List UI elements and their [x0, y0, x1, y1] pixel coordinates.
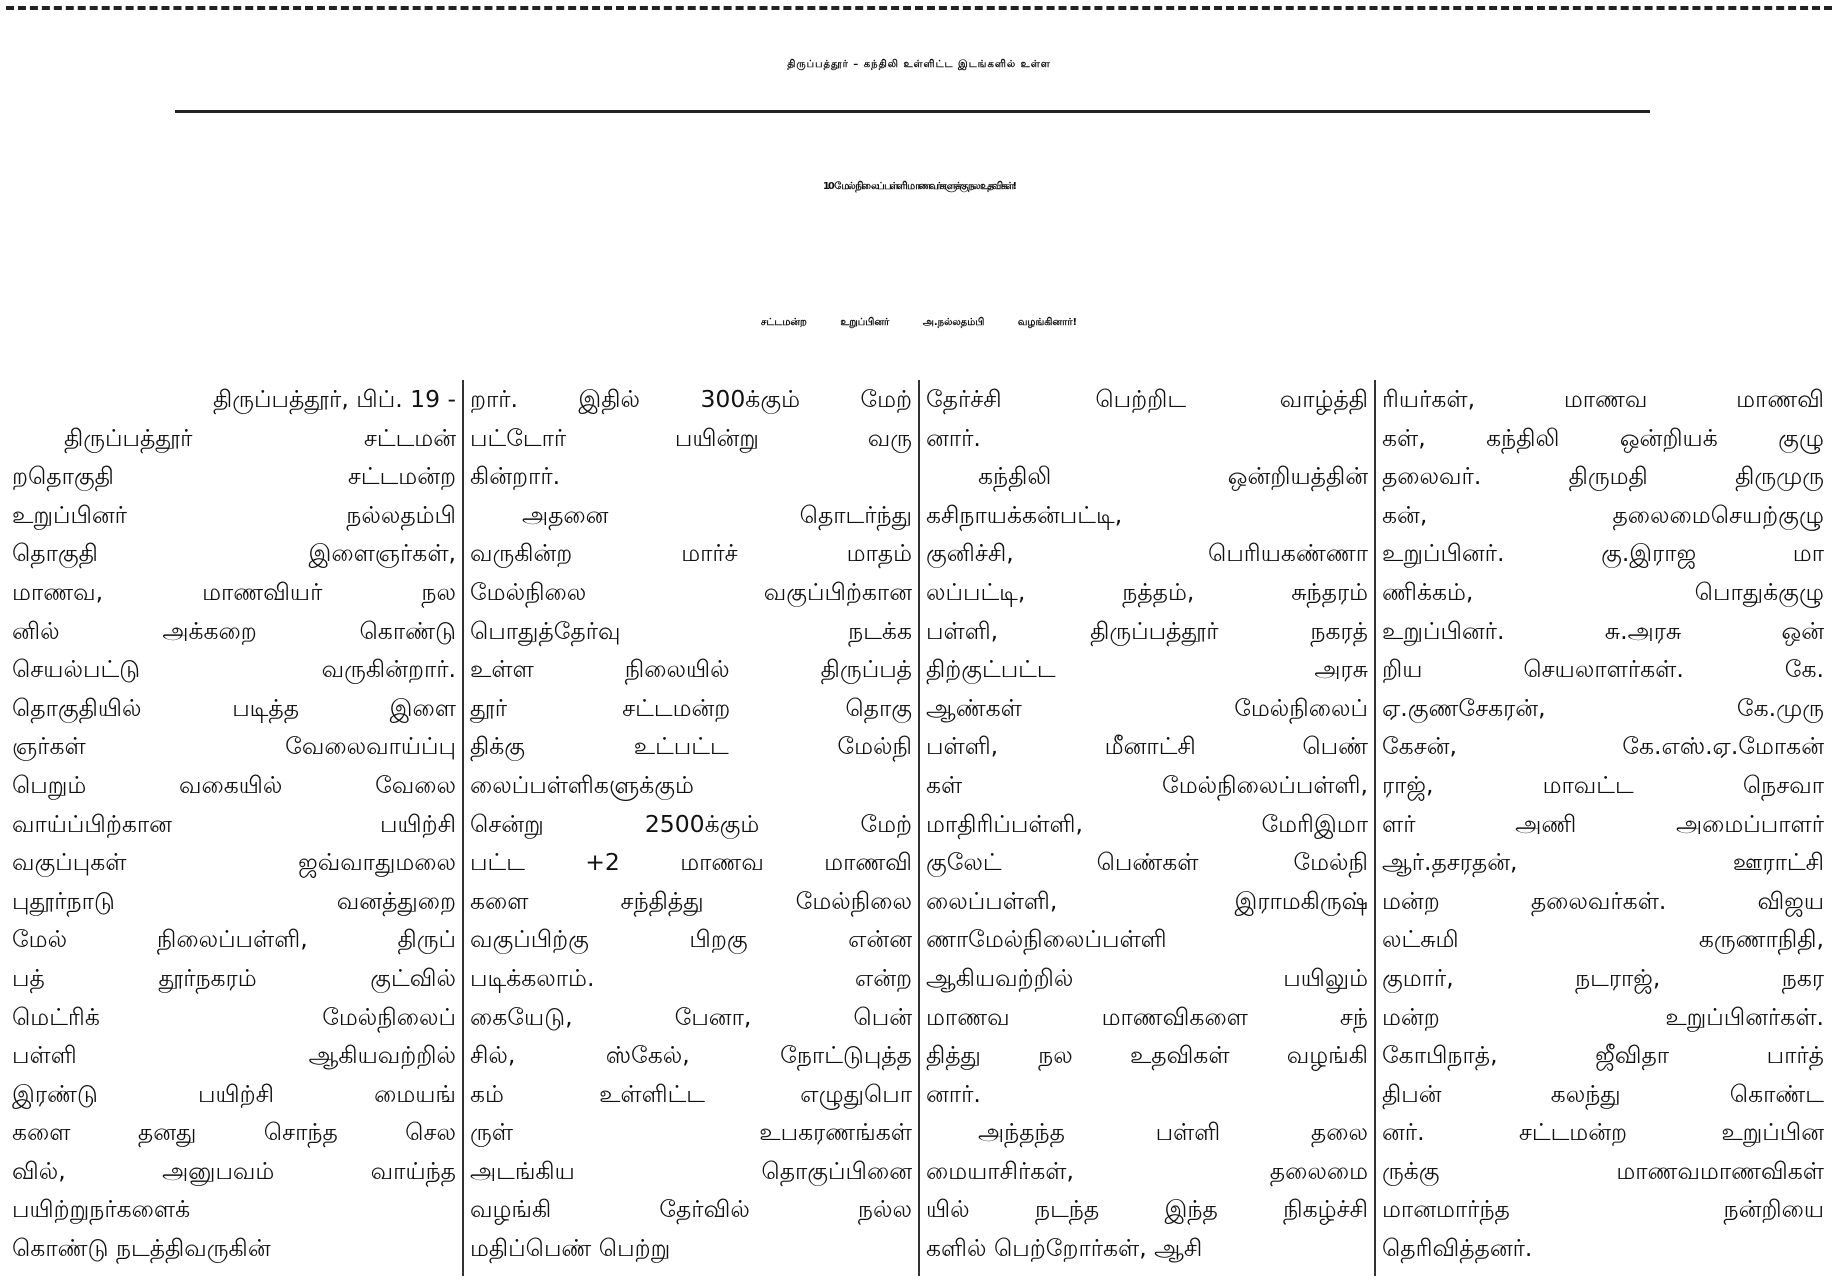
article-line: சில், ஸ்கேல், நோட்டுபுத்த [470, 1041, 912, 1070]
article-line: மாணவ, மாணவியர் நல [12, 577, 456, 606]
article-line: பொதுத்தேர்வு நடக்க [470, 616, 912, 645]
article-line: திபன் கலந்து கொண்ட [1382, 1079, 1824, 1108]
article-line: றார். இதில் 300க்கும் மேற் [470, 385, 912, 413]
article-line: லைப்பள்ளிகளுக்கும் [470, 770, 694, 799]
article-line: வாய்ப்பிற்கான பயிற்சி [12, 809, 456, 838]
article-line: றதொகுதி சட்டமன்ற [12, 462, 456, 491]
article-line: யில் நடந்த இந்த நிகழ்ச்சி [926, 1195, 1368, 1224]
article-line: லட்சுமி கருணாநிதி, [1382, 925, 1824, 954]
article-line: ருக்கு மாணவமாணவிகள் [1382, 1156, 1824, 1185]
article-line: அடங்கிய தொகுப்பினை [470, 1156, 912, 1185]
article-line: களை தனது சொந்த செல [12, 1118, 456, 1147]
article-line: உறுப்பினர். சு.அரசு ஒன் [1382, 616, 1824, 645]
kicker-headline: திருப்பத்தூர் – கந்திலி உள்ளிட்ட இடங்களில் உள்ள [787, 59, 1051, 70]
article-line: களில் பெற்றோர்கள், ஆசி [926, 1234, 1203, 1263]
article-line: பள்ளி, மீனாட்சி பெண் [926, 732, 1368, 761]
article-line: வில், அனுபவம் வாய்ந்த [12, 1156, 456, 1185]
article-line: தொகுதி இளைஞர்கள், [12, 539, 456, 568]
article-line: ஆகியவற்றில் பயிலும் [926, 963, 1368, 992]
article-line: அந்தந்த பள்ளி தலை [978, 1118, 1368, 1147]
article-line: பள்ளி ஆகியவற்றில் [12, 1041, 456, 1070]
article-line: மாணவ மாணவிகளை சந் [926, 1002, 1368, 1031]
article-line: உறுப்பினர். கு.இராஜ மா [1382, 539, 1824, 568]
article-line: மேல்நிலை வகுப்பிற்கான [470, 577, 912, 606]
article-line: உறுப்பினர் நல்லதம்பி [12, 500, 456, 529]
article-line: னார். [926, 423, 981, 452]
article-column-1 [6, 380, 462, 1276]
article-line: குனிச்சி, பெரியகண்ணா [926, 539, 1368, 568]
article-body [6, 380, 1832, 1276]
article-line: கோபிநாத், ஜீவிதா பார்த் [1382, 1041, 1824, 1070]
article-line: செயல்பட்டு வருகின்றார். [12, 655, 456, 684]
article-line: சென்று 2500க்கும் மேற் [470, 809, 912, 838]
article-line: கந்திலி ஒன்றியத்தின் [978, 462, 1368, 491]
article-line: ஆர்.தசரதன், ஊராட்சி [1382, 848, 1824, 877]
article-line: ளர் அணி அமைப்பாளர் [1382, 809, 1824, 838]
article-line: திக்கு உட்பட்ட மேல்நி [470, 732, 912, 761]
top-dashed-border [6, 6, 1832, 10]
article-line: உள்ள நிலையில் திருப்பத் [470, 655, 912, 684]
article-line: ருள் உபகரணங்கள் [470, 1118, 912, 1147]
article-line: வகுப்புகள் ஜவ்வாதுமலை [12, 848, 456, 877]
article-line: மெட்ரிக் மேல்நிலைப் [12, 1002, 456, 1031]
article-line: கம் உள்ளிட்ட எழுதுபொ [470, 1079, 912, 1108]
article-line: தூர் சட்டமன்ற தொகு [470, 693, 912, 722]
article-line: மேல் நிலைப்பள்ளி, திருப் [12, 925, 456, 954]
article-line: திருப்பத்தூர், பிப். 19 - [212, 385, 456, 413]
article-line: கின்றார். [470, 462, 561, 491]
article-line: தித்து நல உதவிகள் வழங்கி [926, 1041, 1368, 1070]
article-line: திற்குட்பட்ட அரசு [926, 655, 1368, 684]
article-line: ஆண்கள் மேல்நிலைப் [926, 693, 1368, 722]
article-line: மன்ற தலைவர்கள். விஜய [1382, 886, 1824, 915]
article-line: வழங்கி தேர்வில் நல்ல [470, 1195, 912, 1224]
article-line: பட்ட +2 மாணவ மாணவி [470, 848, 912, 877]
sub-headline: சட்டமன்ற உறுப்பினர் அ.நல்லதம்பி வழங்கினார்! [760, 317, 1078, 328]
kicker-divider [175, 110, 1650, 113]
article-column-4 [1374, 380, 1830, 1276]
article-line: பெறும் வகையில் வேலை [12, 770, 456, 799]
article-line: கள், கந்திலி ஒன்றியக் குழு [1382, 423, 1824, 452]
article-line: ணிக்கம், பொதுக்குழு [1382, 577, 1824, 606]
article-line: பத் தூர்நகரம் குட்வில் [12, 963, 456, 992]
article-line: மானமார்ந்த நன்றியை [1382, 1195, 1824, 1224]
article-line: குமார், நடராஜ், நகர [1382, 963, 1824, 992]
article-line: திருப்பத்தூர் சட்டமன் [64, 423, 456, 452]
article-line: தலைவர். திருமதி திருமுரு [1382, 462, 1824, 491]
article-line: மன்ற உறுப்பினர்கள். [1382, 1002, 1824, 1031]
article-line: ஏ.குணசேகரன், கே.முரு [1382, 693, 1824, 722]
article-line: படிக்கலாம். என்ற [470, 963, 912, 992]
article-line: கையேடு, பேனா, பென் [470, 1002, 912, 1031]
article-line: ராஜ், மாவட்ட நெசவா [1382, 770, 1824, 799]
article-line: ஞர்கள் வேலைவாய்ப்பு [12, 732, 456, 761]
article-line: களை சந்தித்து மேல்நிலை [470, 886, 912, 915]
article-line: கேசன், கே.எஸ்.ஏ.மோகன் [1382, 732, 1824, 761]
article-line: னில் அக்கறை கொண்டு [12, 616, 456, 645]
article-column-2 [462, 380, 918, 1276]
article-line: னர். சட்டமன்ற உறுப்பின [1382, 1118, 1824, 1147]
article-line: அதனை தொடர்ந்து [522, 500, 912, 529]
article-line: வகுப்பிற்கு பிறகு என்ன [470, 925, 912, 954]
article-line: ரியர்கள், மாணவ மாணவி [1382, 385, 1824, 413]
article-line: தேர்ச்சி பெற்றிட வாழ்த்தி [926, 385, 1368, 413]
article-line: பள்ளி, திருப்பத்தூர் நகரத் [926, 616, 1368, 645]
article-line: மாதிரிப்பள்ளி, மேரிஇமா [926, 809, 1368, 838]
article-column-3 [918, 380, 1374, 1276]
article-line: மதிப்பெண் பெற்று [470, 1234, 671, 1263]
article-line: புதூர்நாடு வனத்துறை [12, 886, 456, 915]
article-line: கொண்டு நடத்திவருகின் [12, 1234, 271, 1263]
main-headline: 10 மேல் நிலைப் பள்ளி மாணவர்களுக்கு நல உதவிகள்! [822, 181, 1016, 192]
article-line: பயிற்றுநர்களைக் [12, 1195, 191, 1224]
article-line: மையாசிர்கள், தலைமை [926, 1156, 1368, 1185]
article-line: றிய செயலாளர்கள். கே. [1382, 655, 1824, 684]
article-line: கசிநாயக்கன்பட்டி, [926, 500, 1123, 529]
article-line: குலேட் பெண்கள் மேல்நி [926, 848, 1368, 877]
article-line: வருகின்ற மார்ச் மாதம் [470, 539, 912, 568]
article-line: தொகுதியில் படித்த இளை [12, 693, 456, 722]
article-line: னார். [926, 1079, 981, 1108]
article-line: தெரிவித்தனர். [1382, 1234, 1533, 1263]
article-line: கள் மேல்நிலைப்பள்ளி, [926, 770, 1368, 799]
article-line: கன், தலைமைசெயற்குழு [1382, 500, 1824, 529]
article-line: பட்டோர் பயின்று வரு [470, 423, 912, 452]
article-line: ணாமேல்நிலைப்பள்ளி [926, 925, 1167, 954]
article-line: லைப்பள்ளி, இராமகிருஷ் [926, 886, 1368, 915]
article-line: இரண்டு பயிற்சி மையங் [12, 1079, 456, 1108]
article-line: லப்பட்டி, நத்தம், சுந்தரம் [926, 577, 1368, 606]
